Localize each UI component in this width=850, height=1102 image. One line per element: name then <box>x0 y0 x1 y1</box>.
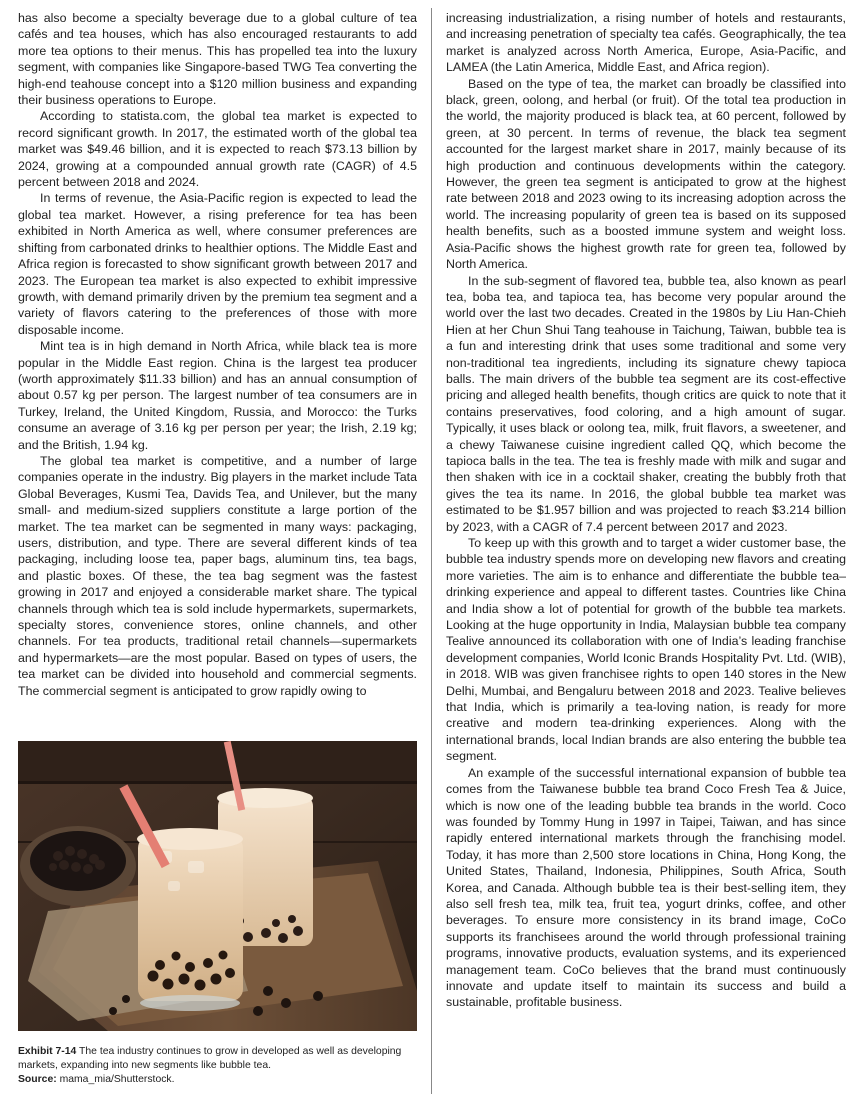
paragraph: The global tea market is competitive, and a number of large companies operate in the industry. Big players in the market include Tata Global Beverages, Kusmi Tea, Davids Tea, and Unilever, but the many small- and medium-sized suppliers constitute a large portion of the market. The tea market can be segmented in many ways: packaging, users, distribution, and type. There are several different kinds of tea packaging, including loose tea, paper bags, aluminum tins, tea bags, and plastic boxes. Of these, the tea bag segment was the fastest growing in 2017 and enjoyed a considerable market share. The typical channels through which tea is sold include hypermarkets, supermarkets, specialty stores, convenience stores, online channels, and other channels. For tea products, traditional retail channels—supermarkets and hypermarkets—are the most popular. Based on types of users, the tea market can be divided into household and commercial segments. The commercial segment is anticipated to grow rapidly owing to <box>18 453 417 698</box>
paragraph: In terms of revenue, the Asia-Pacific region is expected to lead the global tea market. However, a rising preference for tea has been exhibited in North America as well, where consumer preferences are shifting from carbonated drinks to healthier options. The Middle East and Africa region is forecasted to show significant growth between 2017 and 2023. The European tea market is also expected to exhibit impressive growth, with demand primarily driven by the premium tea segment and a variety of flavors catering to the preferences of those with more disposable income. <box>18 191 417 337</box>
right-column <box>446 10 846 1011</box>
caption-label: Exhibit 7-14 <box>18 1046 77 1057</box>
paragraph: To keep up with this growth and to target a wider customer base, the bubble tea industry spends more on developing new flavors and creating more varieties. The aim is to enhance and differentiate the bubble tea–drinking experience and appeal to different tastes. Countries like China and India show a lot of potential for growth of the bubble tea markets. Looking at the huge opportunity in India, Malaysian bubble tea company Tealive announced its collaboration with one of India’s leading franchise development companies, World Iconic Brands Hospitality Pvt. Ltd. (WIB), in 2018. WIB was given franchisee rights to open 140 stores in the New Delhi, Mumbai, and Bengaluru between 2018 and 2023. Tealive believes that India, which is primarily a tea-loving nation, is ready for more creative and modern tea-drinking experiences. Along with the international brands, local Indian brands are also entering the bubble tea segment. <box>446 536 846 764</box>
bubble-tea-photo <box>18 741 417 1031</box>
paragraph: In the sub-segment of flavored tea, bubble tea, also known as pearl tea, boba tea, and tapioca tea, has become very popular around the world over the last two decades. Created in the 1980s by Liu Han-Chieh Hien at her Chun Shui Tang teahouse in Taichung, Taiwan, bubble tea is a fun and interesting drink that uses some traditional and some very non-traditional tea ingredients, including its signature chewy tapioca balls. The main drivers of the bubble tea segment are its cost-effective pricing and alleged health benefits, though critics are quick to note that it contains preservatives, food coloring, and a high amount of sugar. Typically, it uses black or oolong tea, milk, fruit flavors, a sweetener, and a chewy Taiwanese cuisine ingredient called QQ, which become the tapioca balls in the tea. The tea is freshly made with milk and sugar and then shaken with ice in a cocktail shaker, creating the bubbly froth that gives the tea its name. In 2016, the global bubble tea market was estimated to be $1.957 billion and was projected to reach $3.214 billion by 2023, with a CAGR of 7.4 percent between 2017 and 2023. <box>446 273 846 534</box>
paragraph: has also become a specialty beverage due to a global culture of tea cafés and tea houses, which has also encouraged restaurants to add more tea options to their menus. This has propelled tea into the luxury segment, with companies like Singapore-based TWG Tea converting the high-end teahouse concept into a $120 million business and expanding their business operations to Europe. <box>18 11 417 108</box>
left-column <box>18 10 417 699</box>
figure-caption <box>18 1045 417 1087</box>
paragraph: increasing industrialization, a rising number of hotels and restaurants, and increasing penetration of specialty tea cafés. Geographically, the tea market is analyzed across North America, Europe, Asia-Pacific, and LAMEA (the Latin America, Middle East, and Africa region). <box>446 11 846 75</box>
column-divider <box>431 8 432 1094</box>
paragraph: An example of the successful international expansion of bubble tea comes from the Taiwanese bubble tea brand Coco Fresh Tea & Juice, which is now one of the leading bubble tea brands in the world. Coco was founded by Tommy Hung in 1997 in Taipei, Taiwan, and has since rapidly entered international markets through the franchising model. Today, it has more than 2,500 store locations in China, Hong Kong, the United States, Thailand, Indonesia, Philippines, South Africa, South Korea, and Canada. Although bubble tea is their best-selling item, they also sell fresh tea, milk tea, fruit tea, yogurt drinks, coffee, and other beverages. To ensure more consistency in its brand image, CoCo supports its franchisees around the world through professional training programs, innovative products, evaluation systems, and its experienced management team. CoCo believes that the brand must continuously innovate and update itself to maintain its success and build a sustainable, profitable business. <box>446 765 846 1010</box>
caption-text: The tea industry continues to grow in developed as well as developing markets, expanding into new segments like bubble tea. <box>18 1046 402 1071</box>
paragraph: Based on the type of tea, the market can broadly be classified into black, green, oolong, and herbal (or fruit). Of the total tea production in the world, the majority produced is black tea, at 60 percent, followed by green, at 30 percent. In terms of revenue, the black tea segment accounted for the largest market share in 2017, mainly because of its high production and continuous developments within the category. However, the green tea segment is anticipated to grow at the highest rate between 2018 and 2023 owing to its increasing adoption across the world. The increasing popularity of green tea is based on its supposed health benefits, such as a boosted immune system and weight loss. Asia-Pacific shows the highest growth rate for green tea, followed by North America. <box>446 76 846 272</box>
paragraph: Mint tea is in high demand in North Africa, while black tea is more popular in the Middle East region. China is the largest tea producer (worth approximately $11.33 billion) and has an annual consumption of about 0.57 kg per person. The largest number of tea consumers are in Turkey, Ireland, the United Kingdom, Russia, and Morocco: the Turks consume an average of 3.16 kg per person per year; the Irish, 2.19 kg; and the British, 1.94 kg. <box>18 339 417 452</box>
paragraph: According to statista.com, the global tea market is expected to record significant growth. In 2017, the estimated worth of the global tea market was $49.46 billion, and it is expected to reach $73.13 billion by 2024, growing at a compounded annual growth rate (CAGR) of 4.5 percent between 2018 and 2024. <box>18 109 417 190</box>
source-label: Source: <box>18 1074 57 1085</box>
source-text: mama_mia/Shutterstock. <box>59 1074 175 1085</box>
